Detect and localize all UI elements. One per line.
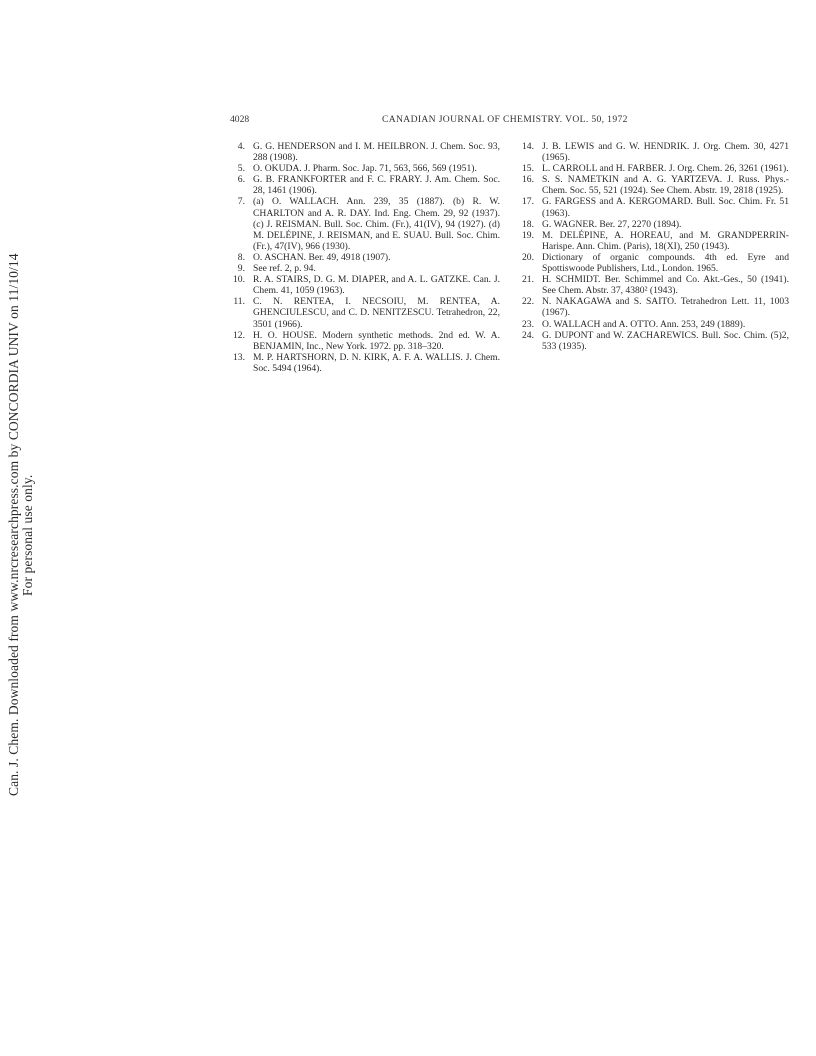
reference-number: 6. (237, 174, 245, 186)
reference-number: 4. (237, 141, 245, 152)
reference-text: J. B. LEWIS and G. W. HENDRIK. J. Org. Chem. 30, 4271 (1965). (542, 141, 789, 164)
page-number: 4028 (230, 114, 250, 125)
reference-text: C. N. RENTEA, I. NECSOIU, M. RENTEA, A. GHENCIULESCU, and C. D. NENITZESCU. Tetrahedron, 22, 3501 (1966). (253, 296, 500, 330)
references-column-left (230, 141, 500, 374)
reference-text: G. B. FRANKFORTER and F. C. FRARY. J. Am. Chem. Soc. 28, 1461 (1906). (253, 174, 500, 197)
reference-text: G. WAGNER. Ber. 27, 2270 (1894). (542, 218, 682, 230)
reference-text: M. P. HARTSHORN, D. N. KIRK, A. F. A. WALLIS. J. Chem. Soc. 5494 (1964). (253, 351, 500, 374)
page-header (230, 114, 790, 128)
reference-number: 18. (522, 218, 534, 230)
reference-item (230, 174, 500, 196)
reference-text: O. WALLACH and A. OTTO. Ann. 253, 249 (1889). (542, 318, 746, 330)
reference-item (519, 296, 789, 318)
reference-text: S. S. NAMETKIN and A. G. YARTZEVA. J. Russ. Phys.-Chem. Soc. 55, 521 (1924). See Chem. Abstr. 19, 2818 (1925). (542, 174, 789, 197)
reference-text: Dictionary of organic compounds. 4th ed. Eyre and Spottiswoode Publishers, Ltd., London. 1965. (542, 251, 789, 275)
watermark-usage-line: For personal use only. (20, 474, 35, 596)
reference-item (230, 196, 500, 251)
journal-running-title: CANADIAN JOURNAL OF CHEMISTRY. VOL. 50, 1972 (382, 114, 628, 125)
reference-item (519, 163, 789, 174)
reference-item (519, 319, 789, 330)
reference-number: 17. (522, 196, 534, 208)
reference-item (519, 230, 789, 252)
reference-item (230, 296, 500, 329)
download-watermark (0, 0, 60, 1056)
reference-number: 24. (522, 329, 534, 341)
reference-item (519, 252, 789, 274)
reference-text: M. DELÉPINE, A. HOREAU, and M. GRANDPERRIN-Harispe. Ann. Chim. (Paris), 18(XI), 250 (1943). (542, 229, 789, 252)
reference-number: 7. (237, 196, 245, 208)
reference-item (519, 219, 789, 230)
reference-text: O. ASCHAN. Ber. 49, 4918 (1907). (253, 251, 391, 263)
reference-text: (a) O. WALLACH. Ann. 239, 35 (1887). (b) R. W. CHARLTON and A. R. DAY. Ind. Eng. Chem. 29, 92 (1937). (c) J. REISMAN. Bull. Soc. Chim. (Fr.), 41(IV), 94 (1927). (d) M. DELÉPINE, J. REISMAN, and E. SUAU. Bull. Soc. Chim. (Fr.), 47(IV), 966 (1930). (253, 196, 500, 252)
reference-item (230, 141, 500, 163)
reference-text: H. O. HOUSE. Modern synthetic methods. 2nd ed. W. A. BENJAMIN, Inc., New York. 1972. pp. 318–320. (253, 329, 500, 352)
reference-item (230, 352, 500, 374)
reference-number: 20. (522, 251, 534, 263)
references-column-right (519, 141, 789, 352)
reference-number: 12. (233, 329, 245, 341)
reference-text: N. NAKAGAWA and S. SAITO. Tetrahedron Lett. 11, 1003 (1967). (542, 296, 789, 319)
reference-item (230, 163, 500, 174)
reference-number: 21. (522, 274, 534, 286)
reference-number: 19. (522, 229, 534, 241)
reference-text: R. A. STAIRS, D. G. M. DIAPER, and A. L. GATZKE. Can. J. Chem. 41, 1059 (1963). (253, 274, 500, 297)
reference-item (519, 330, 789, 352)
reference-text: O. OKUDA. J. Pharm. Soc. Jap. 71, 563, 566, 569 (1951). (253, 163, 477, 175)
reference-number: 5. (237, 163, 245, 175)
reference-text: G. DUPONT and W. ZACHAREWICS. Bull. Soc. Chim. (5)2, 533 (1935). (542, 329, 789, 352)
reference-item (230, 263, 500, 274)
reference-item (519, 274, 789, 296)
reference-text: H. SCHMIDT. Ber. Schimmel and Co. Akt.-Ges., 50 (1941). See Chem. Abstr. 37, 4380² (1943). (542, 274, 789, 297)
reference-item (519, 141, 789, 163)
reference-number: 9. (237, 263, 245, 275)
reference-number: 11. (233, 296, 245, 308)
reference-text: L. CARROLL and H. FARBER. J. Org. Chem. 26, 3261 (1961). (542, 163, 789, 175)
reference-item (230, 274, 500, 296)
reference-number: 16. (522, 174, 534, 186)
reference-number: 10. (233, 274, 245, 286)
reference-item (230, 330, 500, 352)
reference-number: 13. (233, 351, 245, 363)
reference-item (519, 174, 789, 196)
reference-item (519, 196, 789, 218)
reference-number: 14. (522, 141, 534, 152)
reference-number: 22. (522, 296, 534, 308)
watermark-source-line: Can. J. Chem. Downloaded from www.nrcresearchpress.com by CONCORDIA UNIV on 11/10/14 (6, 253, 21, 796)
reference-number: 15. (522, 163, 534, 175)
reference-number: 8. (237, 251, 245, 263)
reference-number: 23. (522, 318, 534, 330)
reference-text: See ref. 2, p. 94. (253, 263, 316, 275)
reference-text: G. G. HENDERSON and I. M. HEILBRON. J. Chem. Soc. 93, 288 (1908). (253, 141, 500, 164)
reference-item (230, 252, 500, 263)
reference-text: G. FARGESS and A. KERGOMARD. Bull. Soc. Chim. Fr. 51 (1963). (542, 196, 789, 219)
